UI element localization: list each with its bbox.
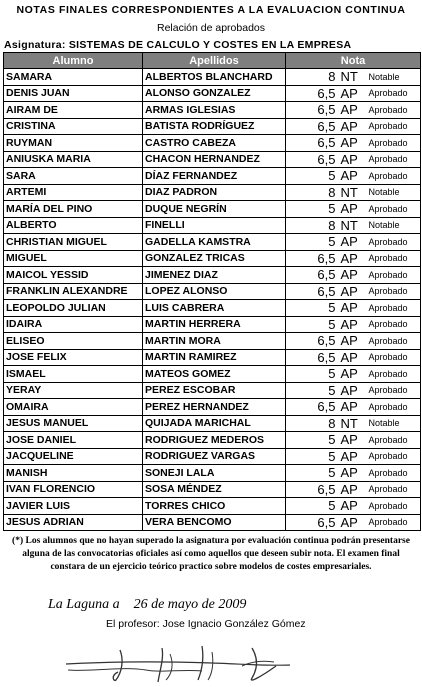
grade-value: 8	[328, 69, 336, 85]
student-last-name: PEREZ HERNANDEZ	[143, 399, 286, 416]
grade-qualification: Aprobado	[365, 382, 421, 399]
table-row	[4, 382, 421, 399]
grade-value: 5	[328, 300, 336, 316]
student-last-name: ALBERTOS BLANCHARD	[143, 69, 286, 86]
grade-code: NT	[340, 415, 358, 431]
student-first-name: MARÍA DEL PINO	[4, 201, 143, 218]
grade-value: 5	[328, 168, 336, 184]
grade-value: 8	[328, 217, 336, 233]
student-first-name: JESUS ADRIAN	[4, 514, 143, 531]
grade-value: 6,5	[317, 283, 336, 299]
grade-cell	[286, 448, 365, 465]
grade-value: 8	[328, 184, 336, 200]
grade-code: NT	[340, 217, 358, 233]
grade-value: 5	[328, 201, 336, 217]
column-header-apellidos: Apellidos	[143, 53, 286, 69]
table-header-row	[4, 53, 421, 69]
table-row	[4, 366, 421, 383]
table-row	[4, 498, 421, 515]
student-last-name: ARMAS IGLESIAS	[143, 102, 286, 119]
student-first-name: JAVIER LUIS	[4, 498, 143, 515]
grade-value: 5	[328, 316, 336, 332]
grade-code: AP	[340, 102, 358, 118]
student-first-name: FRANKLIN ALEXANDRE	[4, 283, 143, 300]
grade-code: AP	[340, 465, 358, 481]
grade-qualification: Notable	[365, 184, 421, 201]
table-row	[4, 69, 421, 86]
student-first-name: RUYMAN	[4, 135, 143, 152]
student-first-name: DENIS JUAN	[4, 85, 143, 102]
date-text: 26 de mayo de 2009	[133, 597, 247, 612]
grade-code: AP	[340, 234, 358, 250]
grade-qualification: Aprobado	[365, 366, 421, 383]
grade-cell	[286, 217, 365, 234]
table-row	[4, 102, 421, 119]
grade-qualification: Aprobado	[365, 465, 421, 482]
grade-cell	[286, 514, 365, 531]
grade-qualification: Aprobado	[365, 498, 421, 515]
student-first-name: SARA	[4, 168, 143, 185]
grade-code: AP	[340, 85, 358, 101]
student-last-name: PEREZ ESCOBAR	[143, 382, 286, 399]
grade-code: AP	[340, 151, 358, 167]
student-first-name: ANIUSKA MARIA	[4, 151, 143, 168]
grade-code: AP	[340, 267, 358, 283]
grade-cell	[286, 415, 365, 432]
grade-qualification: Aprobado	[365, 481, 421, 498]
student-last-name: VERA BENCOMO	[143, 514, 286, 531]
table-row	[4, 85, 421, 102]
student-first-name: SAMARA	[4, 69, 143, 86]
footnote: (*) Los alumnos que no hayan superado la asignatura por evaluación continua podrán presentarse alguna de las convocatorias oficiales así como aquellos que deseen subir nota. El examen final constara de un ejercicio teórico practico sobre modelos de costes empresariales.	[12, 536, 410, 572]
grade-qualification: Aprobado	[365, 514, 421, 531]
student-first-name: OMAIRA	[4, 399, 143, 416]
table-row	[4, 448, 421, 465]
grade-qualification: Notable	[365, 217, 421, 234]
grade-qualification: Aprobado	[365, 85, 421, 102]
grade-cell	[286, 250, 365, 267]
grade-cell	[286, 382, 365, 399]
grade-qualification: Aprobado	[365, 168, 421, 185]
student-first-name: ISMAEL	[4, 366, 143, 383]
grade-code: AP	[340, 333, 358, 349]
grade-qualification: Aprobado	[365, 283, 421, 300]
student-last-name: GONZALEZ TRICAS	[143, 250, 286, 267]
grade-value: 6,5	[317, 135, 336, 151]
table-row	[4, 250, 421, 267]
grade-cell	[286, 267, 365, 284]
student-last-name: SONEJI LALA	[143, 465, 286, 482]
student-first-name: ELISEO	[4, 333, 143, 350]
grade-qualification: Aprobado	[365, 267, 421, 284]
grade-cell	[286, 85, 365, 102]
grade-qualification: Aprobado	[365, 151, 421, 168]
student-last-name: GADELLA KAMSTRA	[143, 234, 286, 251]
student-last-name: RODRIGUEZ VARGAS	[143, 448, 286, 465]
student-last-name: QUIJADA MARICHAL	[143, 415, 286, 432]
grade-code: AP	[340, 514, 358, 530]
column-header-alumno: Alumno	[4, 53, 143, 69]
grade-code: AP	[340, 168, 358, 184]
grade-cell	[286, 283, 365, 300]
student-last-name: ALONSO GONZALEZ	[143, 85, 286, 102]
grade-value: 6,5	[317, 514, 336, 530]
student-first-name: MAICOL YESSID	[4, 267, 143, 284]
table-row	[4, 316, 421, 333]
grade-qualification: Aprobado	[365, 102, 421, 119]
table-row	[4, 481, 421, 498]
grade-value: 5	[328, 366, 336, 382]
student-first-name: CRISTINA	[4, 118, 143, 135]
grade-value: 6,5	[317, 267, 336, 283]
column-header-nota: Nota	[286, 53, 421, 69]
student-last-name: RODRIGUEZ MEDEROS	[143, 432, 286, 449]
student-first-name: MIGUEL	[4, 250, 143, 267]
grade-code: AP	[340, 382, 358, 398]
grade-cell	[286, 399, 365, 416]
grade-qualification: Notable	[365, 69, 421, 86]
student-first-name: IVAN FLORENCIO	[4, 481, 143, 498]
grade-value: 5	[328, 382, 336, 398]
grade-qualification: Aprobado	[365, 448, 421, 465]
grade-value: 6,5	[317, 85, 336, 101]
table-row	[4, 201, 421, 218]
grade-cell	[286, 69, 365, 86]
grade-qualification: Notable	[365, 415, 421, 432]
grade-code: AP	[340, 366, 358, 382]
grade-qualification: Aprobado	[365, 300, 421, 317]
student-first-name: JOSE FELIX	[4, 349, 143, 366]
student-last-name: MARTIN HERRERA	[143, 316, 286, 333]
grade-code: AP	[340, 448, 358, 464]
place-text: La Laguna a	[48, 597, 120, 612]
grade-cell	[286, 102, 365, 119]
student-last-name: LUIS CABRERA	[143, 300, 286, 317]
grade-cell	[286, 118, 365, 135]
grade-qualification: Aprobado	[365, 234, 421, 251]
grade-code: NT	[340, 69, 358, 85]
grade-cell	[286, 300, 365, 317]
grade-code: AP	[340, 118, 358, 134]
grade-code: AP	[340, 498, 358, 514]
grade-qualification: Aprobado	[365, 135, 421, 152]
professor-line: El profesor: Jose Ignacio González Gómez	[106, 618, 306, 630]
grade-code: AP	[340, 300, 358, 316]
grade-cell	[286, 432, 365, 449]
table-row	[4, 184, 421, 201]
table-row	[4, 300, 421, 317]
student-last-name: DIAZ PADRON	[143, 184, 286, 201]
table-row	[4, 135, 421, 152]
student-last-name: SOSA MÉNDEZ	[143, 481, 286, 498]
student-first-name: JOSE DANIEL	[4, 432, 143, 449]
grades-table-body	[4, 69, 421, 531]
document-title: NOTAS FINALES CORRESPONDIENTES A LA EVALUACION CONTINUA	[16, 4, 406, 16]
grade-qualification: Aprobado	[365, 250, 421, 267]
student-first-name: JESUS MANUEL	[4, 415, 143, 432]
grade-value: 6,5	[317, 333, 336, 349]
grade-value: 6,5	[317, 399, 336, 415]
grade-qualification: Aprobado	[365, 333, 421, 350]
subject-line: Asignatura: SISTEMAS DE CALCULO Y COSTES EN LA EMPRESA	[4, 39, 352, 51]
grade-qualification: Aprobado	[365, 349, 421, 366]
grade-value: 5	[328, 498, 336, 514]
table-row	[4, 168, 421, 185]
table-row	[4, 283, 421, 300]
grade-cell	[286, 201, 365, 218]
table-row	[4, 432, 421, 449]
student-last-name: CASTRO CABEZA	[143, 135, 286, 152]
grade-cell	[286, 234, 365, 251]
student-last-name: DÍAZ FERNANDEZ	[143, 168, 286, 185]
student-last-name: MATEOS GOMEZ	[143, 366, 286, 383]
grade-code: AP	[340, 481, 358, 497]
grade-code: AP	[340, 250, 358, 266]
grade-cell	[286, 349, 365, 366]
student-first-name: MANISH	[4, 465, 143, 482]
grade-code: AP	[340, 316, 358, 332]
student-first-name: LEOPOLDO JULIAN	[4, 300, 143, 317]
grade-code: AP	[340, 432, 358, 448]
table-row	[4, 118, 421, 135]
grade-value: 6,5	[317, 102, 336, 118]
grade-cell	[286, 465, 365, 482]
grades-table	[3, 52, 421, 531]
grade-value: 6,5	[317, 481, 336, 497]
table-row	[4, 514, 421, 531]
grade-value: 5	[328, 432, 336, 448]
grade-cell	[286, 333, 365, 350]
student-first-name: YERAY	[4, 382, 143, 399]
grade-cell	[286, 498, 365, 515]
grade-qualification: Aprobado	[365, 399, 421, 416]
grade-qualification: Aprobado	[365, 118, 421, 135]
student-last-name: MARTIN RAMIREZ	[143, 349, 286, 366]
grade-cell	[286, 481, 365, 498]
student-first-name: IDAIRA	[4, 316, 143, 333]
grade-value: 6,5	[317, 250, 336, 266]
student-last-name: FINELLI	[143, 217, 286, 234]
student-last-name: MARTIN MORA	[143, 333, 286, 350]
grade-qualification: Aprobado	[365, 432, 421, 449]
grade-value: 8	[328, 415, 336, 431]
grade-code: AP	[340, 283, 358, 299]
grade-value: 5	[328, 465, 336, 481]
grade-value: 6,5	[317, 151, 336, 167]
table-row	[4, 217, 421, 234]
grade-value: 6,5	[317, 118, 336, 134]
table-row	[4, 415, 421, 432]
table-row	[4, 465, 421, 482]
handwritten-signature	[62, 636, 302, 686]
grade-code: AP	[340, 201, 358, 217]
grade-code: AP	[340, 399, 358, 415]
table-row	[4, 151, 421, 168]
grade-value: 6,5	[317, 349, 336, 365]
student-first-name: JACQUELINE	[4, 448, 143, 465]
grade-cell	[286, 316, 365, 333]
grade-cell	[286, 184, 365, 201]
table-row	[4, 349, 421, 366]
grade-cell	[286, 151, 365, 168]
grade-qualification: Aprobado	[365, 316, 421, 333]
table-row	[4, 333, 421, 350]
student-last-name: LOPEZ ALONSO	[143, 283, 286, 300]
grade-value: 5	[328, 448, 336, 464]
place-date	[48, 597, 246, 613]
grade-cell	[286, 135, 365, 152]
grade-code: NT	[340, 184, 358, 200]
document-subtitle: Relación de aprobados	[157, 22, 265, 34]
student-first-name: ARTEMI	[4, 184, 143, 201]
table-row	[4, 399, 421, 416]
table-row	[4, 267, 421, 284]
table-row	[4, 234, 421, 251]
student-last-name: TORRES CHICO	[143, 498, 286, 515]
grade-code: AP	[340, 135, 358, 151]
grade-cell	[286, 168, 365, 185]
student-first-name: ALBERTO	[4, 217, 143, 234]
student-last-name: DUQUE NEGRÍN	[143, 201, 286, 218]
student-last-name: BATISTA RODRÍGUEZ	[143, 118, 286, 135]
student-first-name: AIRAM DE	[4, 102, 143, 119]
grade-qualification: Aprobado	[365, 201, 421, 218]
grade-value: 5	[328, 234, 336, 250]
student-last-name: CHACON HERNANDEZ	[143, 151, 286, 168]
student-last-name: JIMENEZ DIAZ	[143, 267, 286, 284]
student-first-name: CHRISTIAN MIGUEL	[4, 234, 143, 251]
grade-code: AP	[340, 349, 358, 365]
grade-cell	[286, 366, 365, 383]
